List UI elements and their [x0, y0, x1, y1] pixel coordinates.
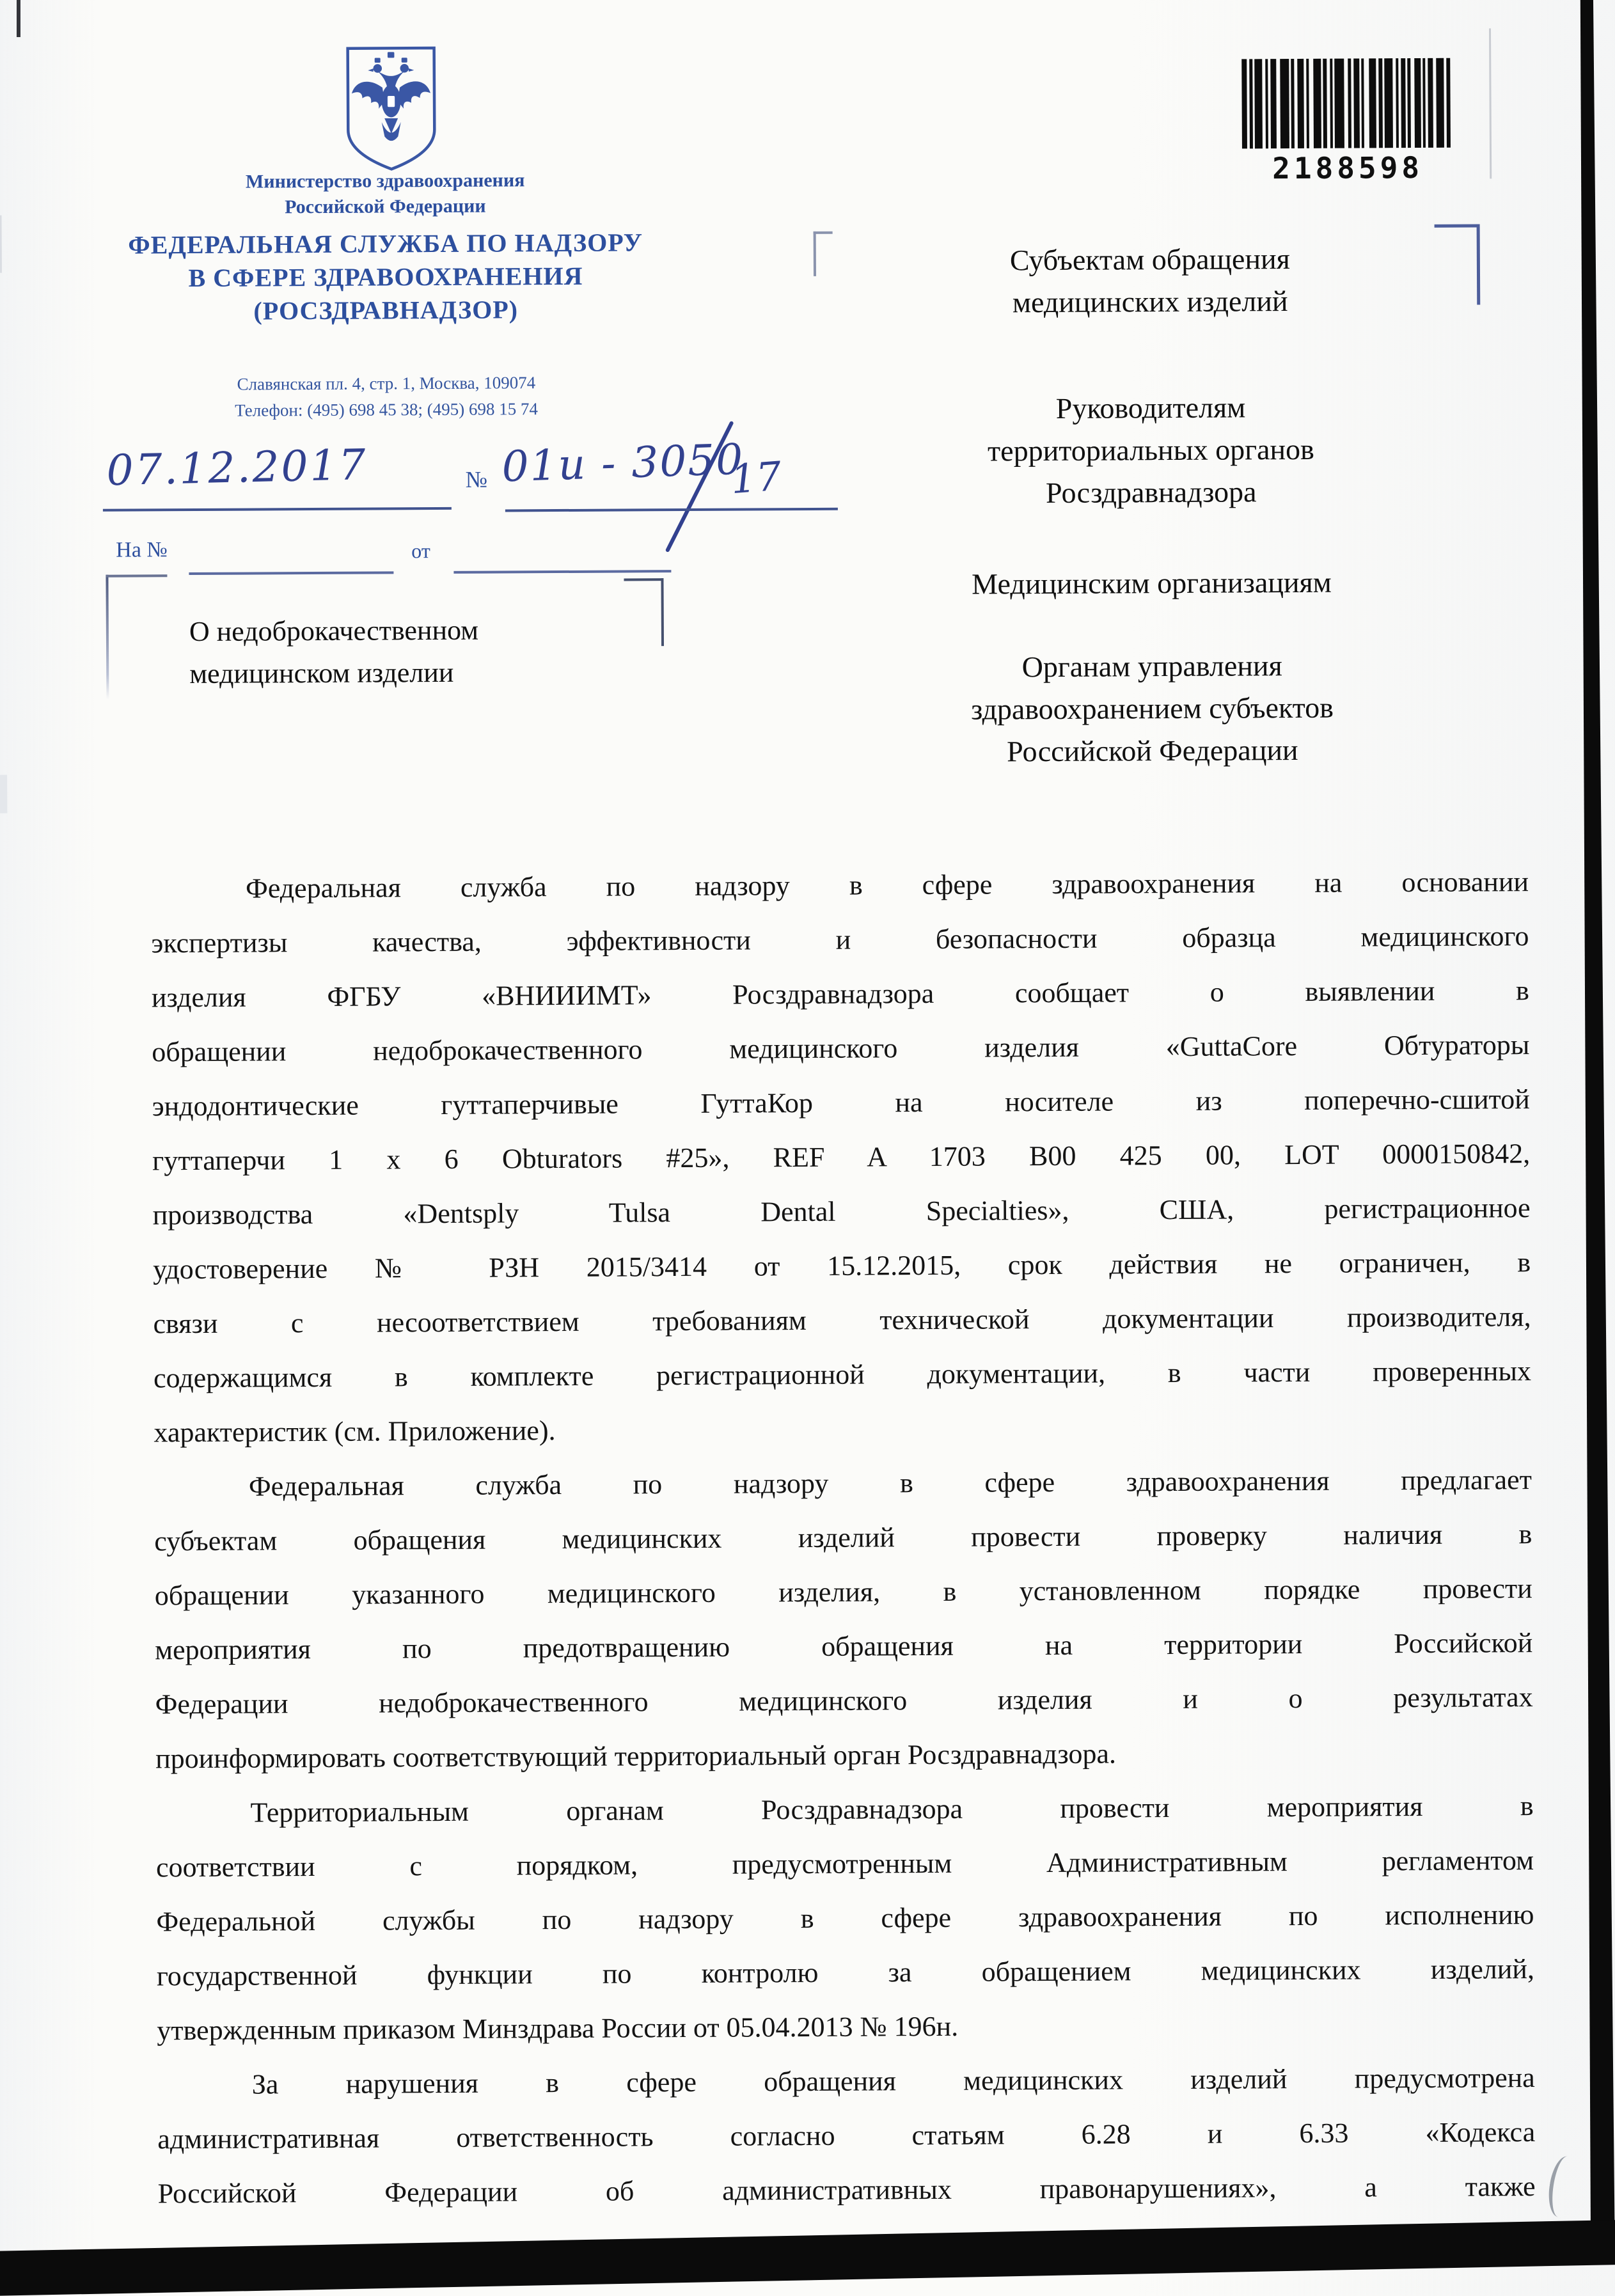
subject-frame-mark-left-vertical	[106, 575, 109, 700]
barcode-block	[1241, 58, 1453, 186]
number-underline	[505, 508, 838, 512]
addressee-block	[885, 237, 1418, 773]
addressee-line: медицинских изделий	[1012, 285, 1288, 319]
reply-number-blank-line	[189, 571, 393, 575]
contact-block	[67, 369, 706, 425]
reply-to-number-label: На №	[116, 538, 168, 562]
handwritten-date: 07.12.2017	[106, 440, 368, 496]
barcode-bar	[1446, 58, 1451, 148]
number-sign: №	[465, 466, 488, 492]
reply-to-date-label: от	[411, 539, 430, 563]
scan-smudge	[0, 216, 2, 273]
service-line-2: В СФЕРЕ ЗДРАВООХРАНЕНИЯ	[188, 261, 583, 293]
addressee-line: территориальных органов	[987, 432, 1314, 468]
body-line: содержащимся в комплекте регистрационной документации, в части проверенных	[153, 1355, 1532, 1394]
body-line: удостоверение № РЗН 2015/3414 от 15.12.2015, срок действия не ограничен, в	[152, 1246, 1531, 1286]
scan-crease-mark	[1545, 2155, 1586, 2220]
addressee-line: Руководителям	[1055, 391, 1246, 425]
addressee-frame-mark-left-horizontal	[814, 232, 833, 234]
subject-line	[189, 608, 650, 695]
addressee-line: Медицинским организациям	[972, 565, 1332, 601]
barcode-bar	[1384, 58, 1393, 148]
barcode-number: 2188598	[1272, 150, 1424, 186]
body-line: Федерации недоброкачественного медицинского изделия и о результатах	[155, 1681, 1533, 1720]
coat-of-arms-icon	[343, 43, 439, 175]
body-line: экспертизы качества, эффективности и безопасности образца медицинского	[151, 920, 1529, 959]
body-line: Федеральная служба по надзору в сфере здравоохранения предлагает	[248, 1464, 1532, 1502]
postal-address: Славянская пл. 4, стр. 1, Москва, 109074	[237, 373, 536, 394]
subject-frame-mark-left-horizontal	[106, 574, 167, 578]
service-name	[66, 226, 706, 329]
body-line: обращении недоброкачественного медицинского изделия «GuttaCore Обтураторы	[152, 1029, 1530, 1068]
addressee-line: Субъектам обращения	[1009, 242, 1290, 277]
subject-frame-mark-right-horizontal	[624, 578, 663, 581]
barcode-bar	[1334, 59, 1344, 148]
addressee-line: Росздравнадзора	[1045, 475, 1257, 510]
service-line-3: (РОСЗДРАВНАДЗОР)	[253, 295, 519, 326]
body-line: Федеральная служба по надзору в сфере здравоохранения на основании	[245, 866, 1529, 904]
body-line: Территориальным органам Росздравнадзора провести мероприятия в	[250, 1790, 1534, 1828]
subject-frame-mark-right-vertical	[661, 578, 664, 646]
addressee-group	[885, 386, 1417, 515]
reply-date-blank-line	[453, 570, 671, 574]
date-underline	[103, 507, 452, 512]
phone-numbers: Телефон: (495) 698 45 38; (495) 698 15 74	[235, 399, 538, 420]
service-line-1: ФЕДЕРАЛЬНАЯ СЛУЖБА ПО НАДЗОРУ	[128, 228, 643, 260]
addressee-line: Органам управления	[1021, 649, 1282, 684]
body-line: мероприятия по предотвращению обращения на территории Российской	[155, 1627, 1533, 1666]
body-line: изделия ФГБУ «ВНИИИМТ» Росздравнадзора сообщает о выявлении в	[151, 975, 1529, 1014]
addressee-group	[886, 644, 1418, 773]
addressee-line: здравоохранением субъектов	[971, 691, 1334, 726]
body-line: обращении указанного медицинского изделия, в установленном порядке провести	[154, 1573, 1532, 1612]
barcode-bar	[1280, 59, 1289, 148]
body-line: За нарушения в сфере обращения медицинских изделий предусмотрена	[251, 2062, 1535, 2100]
body-line: производства «Dentsply Tulsa Dental Specialties», США, регистрационное	[152, 1192, 1531, 1231]
barcode-bar	[1436, 58, 1444, 148]
body-line: утвержденным приказом Минздрава России от 05.04.2013 № 196н.	[157, 2010, 959, 2047]
barcode-bar	[1369, 58, 1376, 148]
addressee-group	[886, 561, 1417, 606]
body-text	[151, 854, 1536, 2221]
body-line: связи с несоответствием требованиям технической документации производителя,	[153, 1301, 1531, 1340]
addressee-frame-mark-right-horizontal	[1435, 224, 1479, 227]
body-line: административная ответственность согласно статьям 6.28 и 6.33 «Кодекса	[157, 2116, 1536, 2155]
body-line: характеристик (см. Приложение).	[154, 1415, 556, 1449]
scan-smudge	[0, 775, 7, 814]
ministry-line-1: Министерство здравоохранения	[245, 169, 525, 193]
scan-edge-mark-top-left	[17, 0, 20, 37]
barcode	[1241, 58, 1453, 149]
addressee-frame-mark-right-vertical	[1477, 224, 1481, 304]
body-line: государственной функции по контролю за обращением медицинских изделий,	[156, 1953, 1535, 1992]
handwritten-number: 01и - 3050	[501, 434, 745, 492]
subject-line-1: О недоброкачественном	[189, 614, 479, 648]
body-line: эндодонтические гуттаперчивые ГуттаКор на носителе из поперечно-сшитой	[152, 1083, 1530, 1122]
page-fold-line	[1489, 28, 1492, 178]
body-line: Российской Федерации об административных правонарушениях», а также	[157, 2171, 1536, 2210]
barcode-bar	[1254, 59, 1263, 148]
body-line: Федеральной службы по надзору в сфере здравоохранения по исполнению	[156, 1899, 1534, 1938]
ministry-line-2: Российской Федерации	[285, 195, 486, 218]
body-line: субъектам обращения медицинских изделий провести проверку наличия в	[154, 1518, 1532, 1557]
body-line: проинформировать соответствующий территориальный орган Росздравнадзора.	[155, 1738, 1117, 1775]
subject-line-2: медицинском изделии	[189, 656, 454, 690]
barcode-bar	[1313, 59, 1321, 148]
addressee-group	[885, 237, 1416, 324]
addressee-line: Российской Федерации	[1007, 733, 1298, 768]
addressee-frame-mark-left-vertical	[814, 232, 816, 276]
body-line: гуттаперчи 1 х 6 Obturators #25», REF A 1703 B00 425 00, LOT 0000150842,	[152, 1138, 1531, 1177]
ministry-name	[65, 167, 705, 221]
handwritten-number-suffix: 17	[729, 452, 784, 503]
body-line: соответствии с порядком, предусмотренным Административным регламентом	[155, 1844, 1534, 1883]
